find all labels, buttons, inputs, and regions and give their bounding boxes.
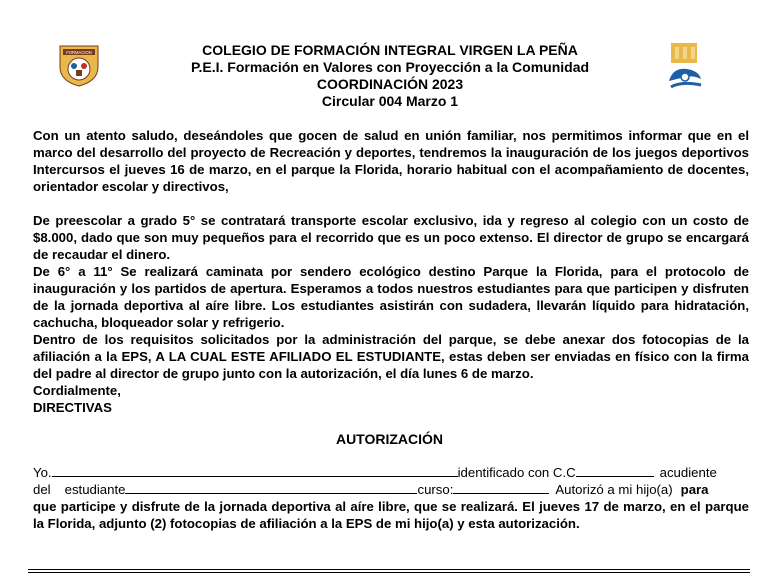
form-row-2 [33,481,749,498]
course-blank[interactable] [453,481,549,494]
pei-motto: P.E.I. Formación en Valores con Proyección a la Comunidad [190,59,590,75]
circular-body [33,127,749,416]
label-estudiante: estudiante [64,482,126,497]
label-para: para [680,482,709,497]
signature: DIRECTIVAS [33,400,112,415]
school-crest-icon [57,43,101,87]
pei-logo-icon [667,41,703,91]
footer-rule-bottom [28,572,750,573]
paragraph-requirements: Dentro de los requisitos solicitados por la administración del parque, se debe anexar dos fotocopias de la afiliación a la EPS, A LA CUAL ESTE AFILIADO EL ESTUDIANTE, estas deben ser enviadas en físico con la firma del padre al director de grupo junto con la autorización, el día lunes 6 de marzo. [33,332,749,381]
label-autorizo: Autorizó a mi hijo(a) [555,482,673,497]
label-identificado: identificado con C.C [457,465,576,480]
label-curso: curso: [417,482,454,497]
authorization-form [33,464,749,532]
footer-rule-top [28,569,750,570]
circular-number: Circular 004 Marzo 1 [321,93,459,109]
authorization-text: que participe y disfrute de la jornada deportiva al aíre libre, que se realizará. El jueves 17 de marzo, en el parque la Florida, adjunto (2) fotocopias de afiliación a la EPS de mi hijo(a) y esta autorización. [33,499,749,531]
cc-number-blank[interactable] [576,464,654,477]
svg-text:FORMACION: FORMACION [66,49,92,55]
paragraph-grades-6-11: De 6° a 11° Se realizará caminata por sendero ecológico destino Parque la Florida, para el protocolo de inauguración y los partidos de apertura. Esperamos a todos nuestros estudiantes para que participen y disfruten de la jornada deportiva al aíre libre. Los estudiantes asistirán con sudadera, llevarán líquido para hidratación, cachucha, bloqueador solar y refrigerio. [33,264,749,330]
school-name: COLEGIO DE FORMACIÓN INTEGRAL VIRGEN LA PEÑA [202,42,578,58]
label-yo: Yo. [33,465,52,480]
label-del: del [33,482,51,497]
form-row-1 [33,464,749,481]
document-header [130,42,650,110]
paragraph-preschool: De preescolar a grado 5° se contratará transporte escolar exclusivo, ida y regreso al colegio con un costo de $8.000, dado que son muy pequeños para el recorrido que es un poco extenso. El director de grupo se encargará de recaudar el dinero. [33,213,749,262]
student-name-blank[interactable] [125,481,417,494]
paragraph-greeting: Con un atento saludo, deseándoles que gocen de salud en unión familiar, nos permitimos informar que en el marco del desarrollo del proyecto de Recreación y deportes, tendremos la inauguración de los juegos deportivos Intercursos el jueves 16 de marzo, en el parque la Florida, horario habitual con el acompañamiento de docentes, orientador escolar y directivos, [33,128,749,194]
parent-name-blank[interactable] [52,464,458,477]
coordination-year: COORDINACIÓN 2023 [316,76,464,92]
label-acudiente: acudiente [659,465,717,480]
authorization-title: AUTORIZACIÓN [335,431,444,447]
closing: Cordialmente, [33,383,121,398]
